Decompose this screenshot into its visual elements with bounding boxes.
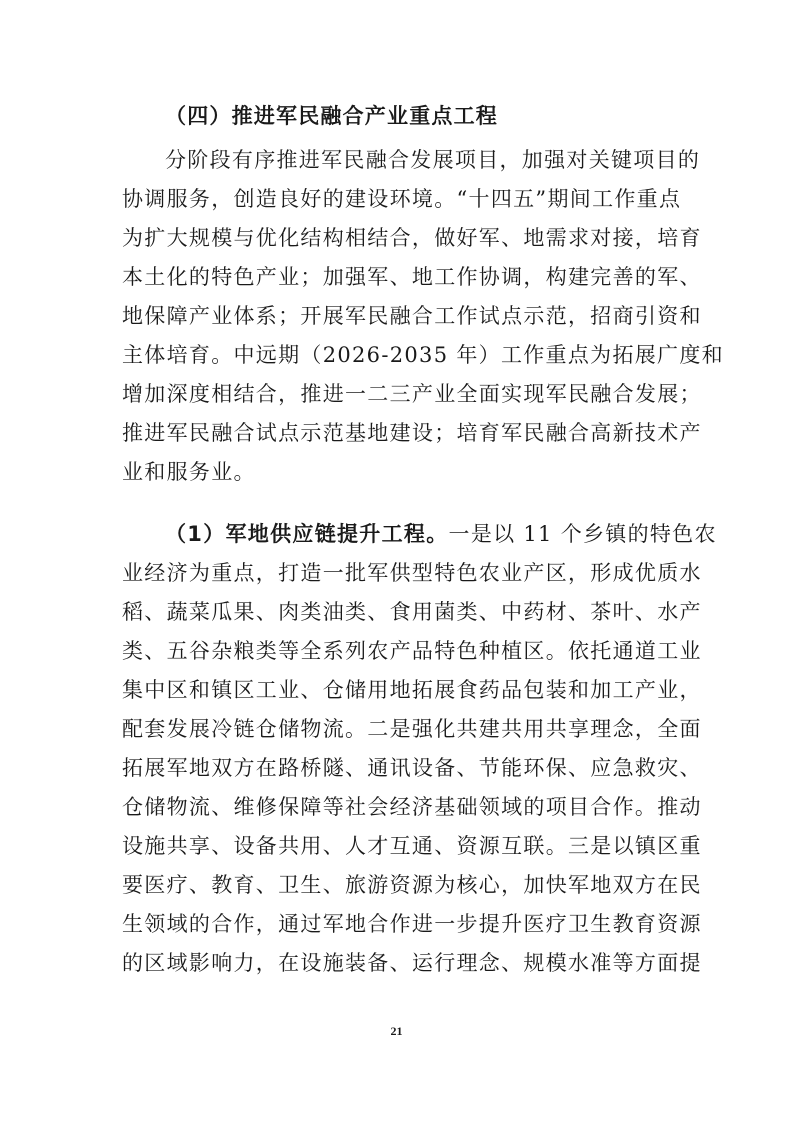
paragraph-line: 的区域影响力，在设施装备、运行理念、规模水准等方面提: [122, 951, 702, 975]
page-number: 21: [390, 1024, 403, 1038]
paragraph-line: 地保障产业体系；开展军民融合工作试点示范，招商引资和: [122, 304, 702, 328]
section-heading: （四）推进军民融合产业重点工程: [165, 104, 498, 128]
paragraph-line: 稻、蔬菜瓜果、肉类油类、食用菌类、中药材、茶叶、水产: [122, 600, 702, 624]
paragraph-line: 协调服务，创造良好的建设环境。“十四五”期间工作重点: [122, 187, 682, 211]
paragraph-line: 配套发展冷链仓储物流。二是强化共建共用共享理念，全面: [122, 717, 702, 741]
paragraph-line: 分阶段有序推进军民融合发展项目，加强对关键项目的: [165, 148, 701, 172]
paragraph-line: 业和服务业。: [122, 460, 256, 484]
subsection-title: （1）军地供应链提升工程。: [165, 522, 449, 546]
paragraph-line: 集中区和镇区工业、仓储用地拓展食药品包装和加工产业，: [122, 678, 702, 702]
paragraph-line: 仓储物流、维修保障等社会经济基础领域的项目合作。推动: [122, 795, 702, 819]
paragraph-line: 设施共享、设备共用、人才互通、资源互联。三是以镇区重: [122, 834, 702, 858]
paragraph-line: 要医疗、教育、卫生、旅游资源为核心，加快军地双方在民: [122, 873, 702, 897]
paragraph-line: 生领域的合作，通过军地合作进一步提升医疗卫生教育资源: [122, 912, 702, 936]
paragraph-line: 为扩大规模与优化结构相结合，做好军、地需求对接，培育: [122, 226, 702, 250]
paragraph-line: 业经济为重点，打造一批军供型特色农业产区，形成优质水: [122, 561, 702, 585]
paragraph-text: 一是以 11 个乡镇的特色农: [448, 522, 717, 546]
paragraph-line: 推进军民融合试点示范基地建设；培育军民融合高新技术产: [122, 421, 702, 445]
paragraph-line: 本土化的特色产业；加强军、地工作协调，构建完善的军、: [122, 265, 702, 289]
paragraph-line: 拓展军地双方在路桥隧、通讯设备、节能环保、应急救灾、: [122, 756, 702, 780]
paragraph-line: [165, 522, 717, 546]
paragraph-line: 增加深度相结合，推进一二三产业全面实现军民融合发展；: [122, 382, 702, 406]
paragraph-line: 主体培育。中远期（2026-2035 年）工作重点为拓展广度和: [122, 343, 724, 367]
paragraph-line: 类、五谷杂粮类等全系列农产品特色种植区。依托通道工业: [122, 639, 702, 663]
